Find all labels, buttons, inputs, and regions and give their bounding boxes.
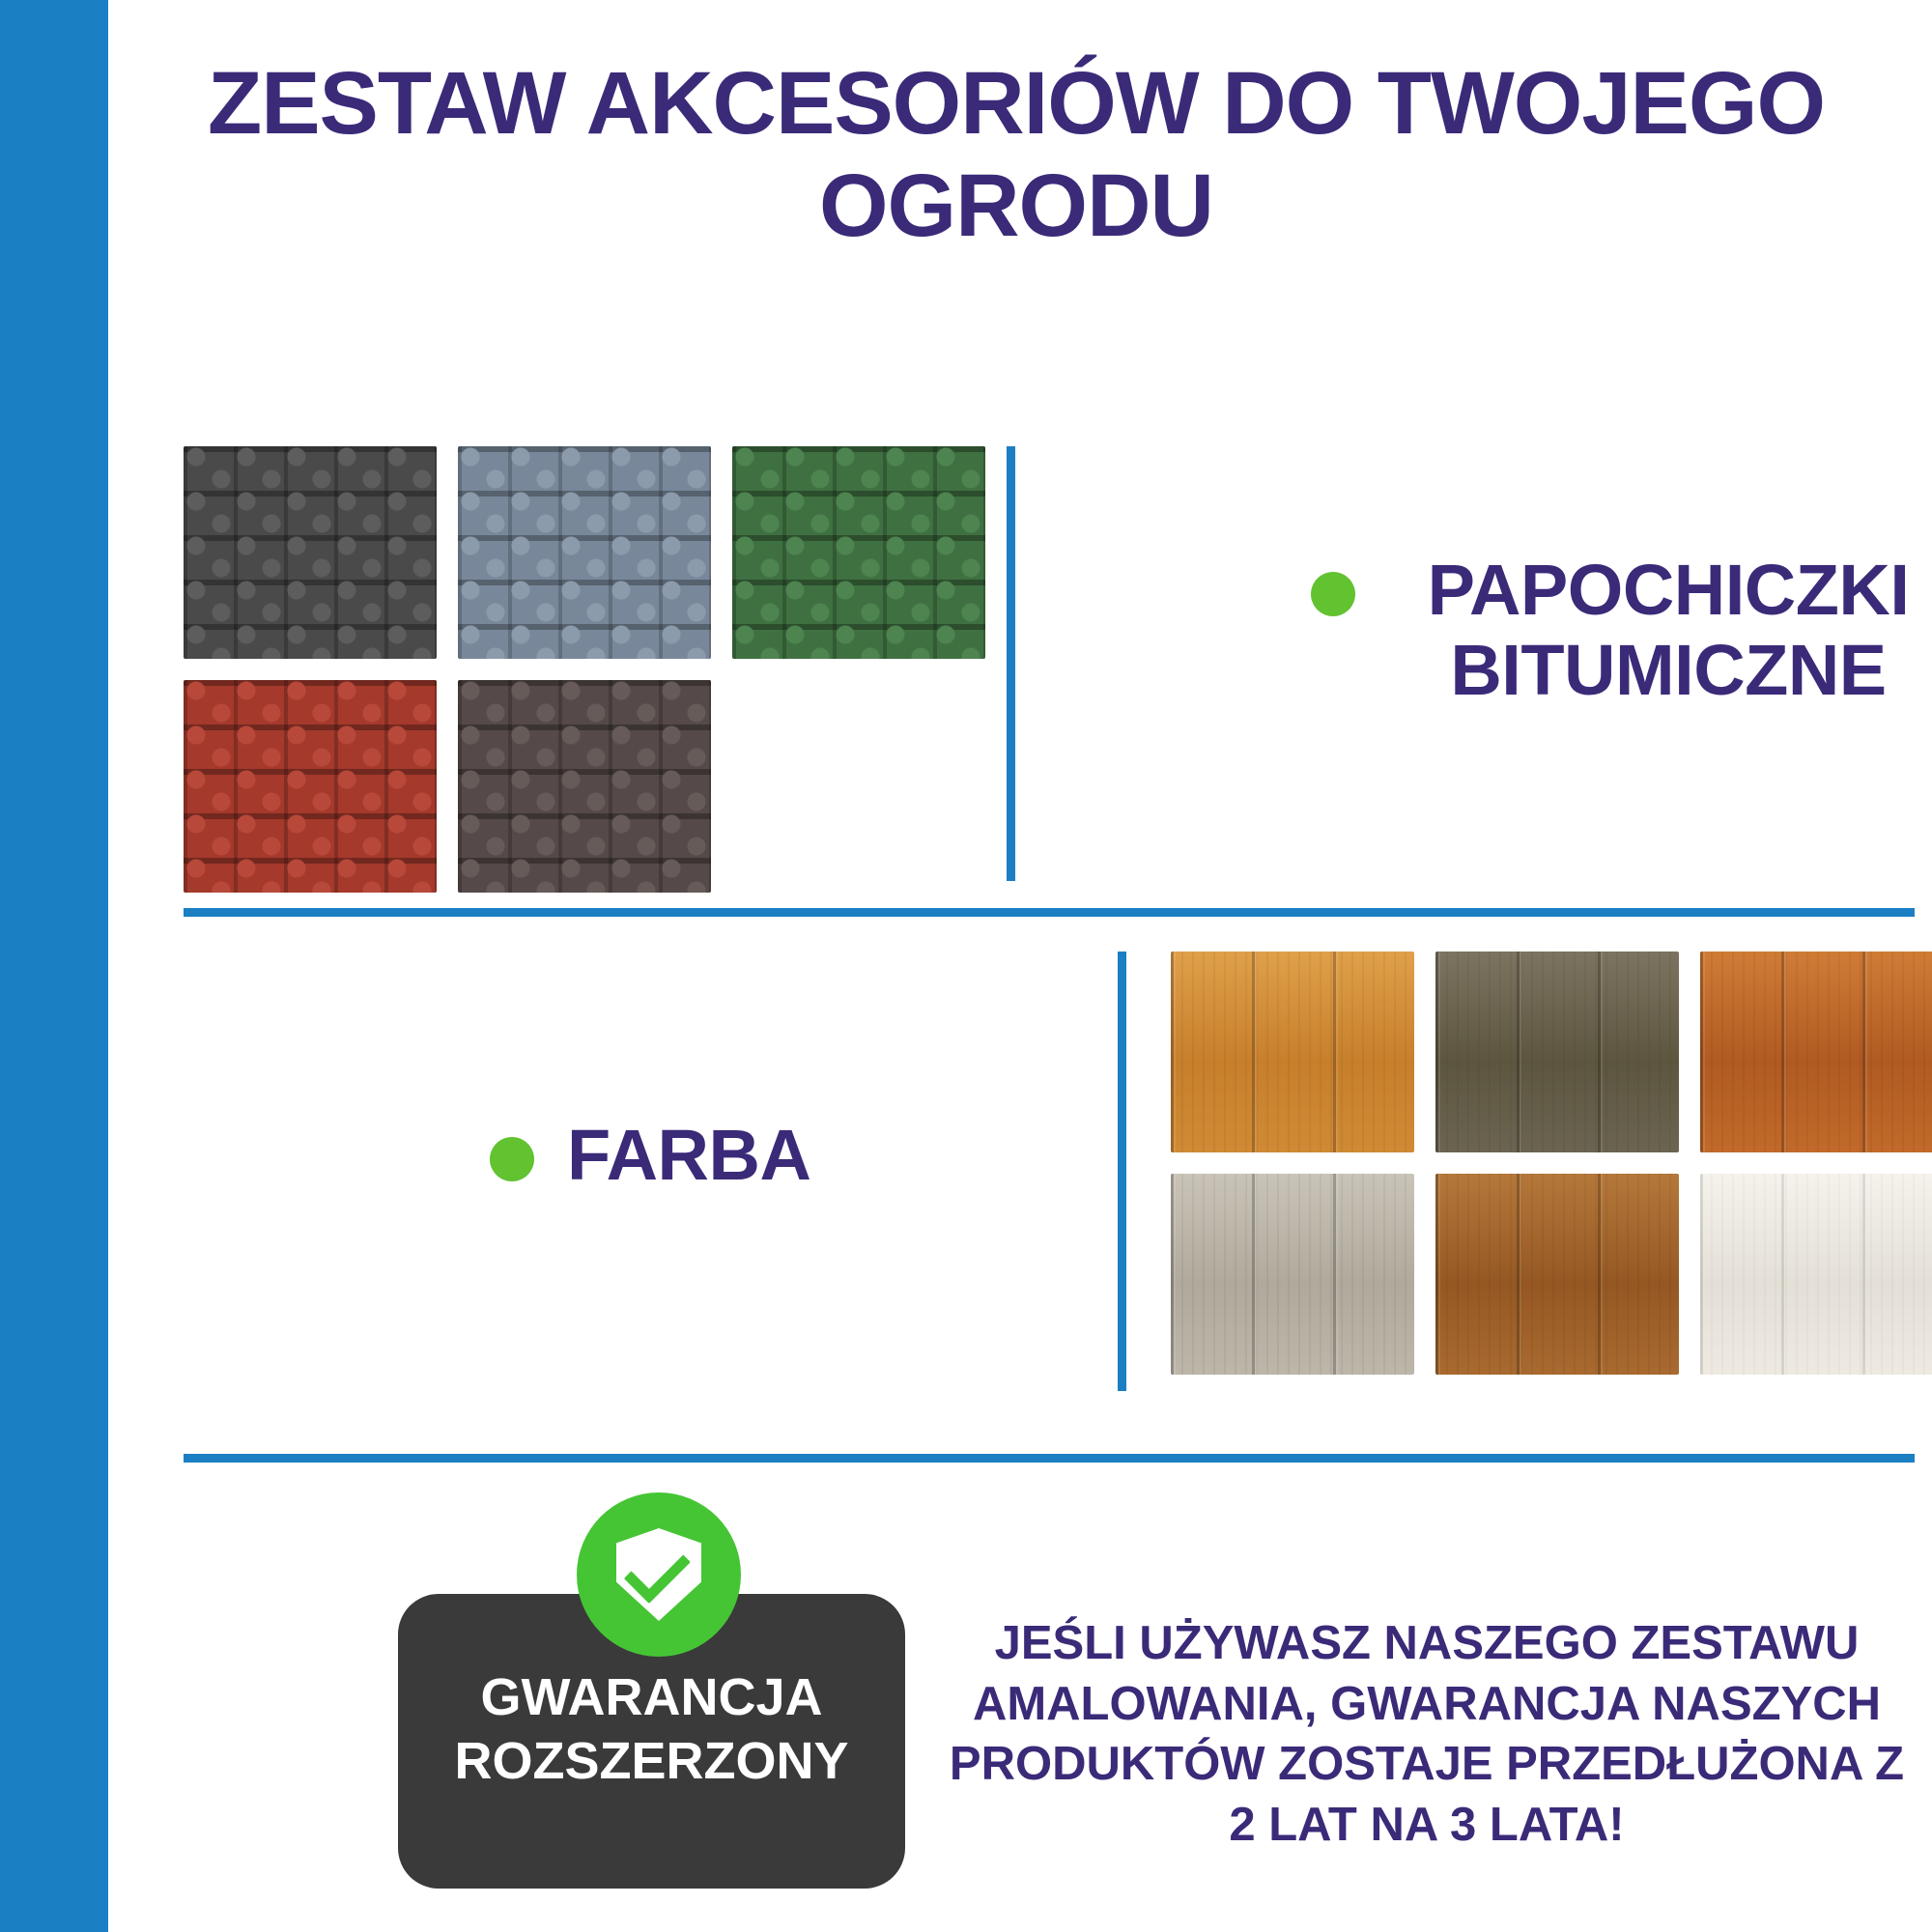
wood-plank-lines xyxy=(1700,1174,1932,1375)
wood-swatch-walnut xyxy=(1435,1174,1679,1375)
paint-label: FARBA xyxy=(567,1115,811,1195)
guarantee-badge-text xyxy=(398,1666,905,1794)
guarantee-badge-line-2: ROZSZERZONY xyxy=(454,1731,849,1790)
shingles-label-row xyxy=(1311,551,1932,711)
wood-plank-lines xyxy=(1171,1174,1414,1375)
wood-swatch-white-wash xyxy=(1700,1174,1932,1375)
shingle-swatch-green xyxy=(732,446,985,659)
divider-horizontal-bottom xyxy=(184,1454,1915,1463)
shingle-swatch-graphite xyxy=(184,446,437,659)
wood-swatch-honey-pine xyxy=(1171,952,1414,1152)
content-area xyxy=(108,0,1932,1932)
wood-swatch-teak xyxy=(1700,952,1932,1152)
bullet-icon-shingles xyxy=(1311,572,1355,616)
wood-plank-lines xyxy=(1700,952,1932,1152)
paint-swatch-grid xyxy=(1171,952,1932,1375)
wood-swatch-olive-grey xyxy=(1435,952,1679,1152)
shingles-label: PAPOCHICZKI BITUMICZNE xyxy=(1427,550,1910,710)
shield-shape xyxy=(616,1528,701,1621)
paint-label-row xyxy=(490,1116,810,1196)
wood-plank-lines xyxy=(1435,1174,1679,1375)
shield-check-icon xyxy=(577,1492,741,1657)
shingle-swatch-grid xyxy=(184,446,985,893)
wood-plank-lines xyxy=(1435,952,1679,1152)
left-accent-band xyxy=(0,0,108,1932)
guarantee-note: JEŚLI UŻYWASZ NASZEGO ZESTAWU AMALOWANIA, GWARANCJA NASZYCH PRODUKTÓW ZOSTAJE PRZEDŁUŻONA Z 2 LAT NA 3 LATA! xyxy=(949,1617,1905,1852)
guarantee-badge-line-1: GWARANCJA xyxy=(480,1668,823,1726)
bullet-icon-paint xyxy=(490,1137,534,1181)
divider-vertical-paint xyxy=(1118,952,1126,1391)
shingle-swatch-grey-blue xyxy=(458,446,711,659)
shingle-swatch-brown xyxy=(458,680,711,893)
page-title: ZESTAW AKCESORIÓW DO TWOJEGO OGRODU xyxy=(208,54,1825,255)
guarantee-badge xyxy=(277,1492,849,1898)
divider-horizontal-top xyxy=(184,908,1915,917)
wood-plank-lines xyxy=(1171,952,1414,1152)
shingle-swatch-red xyxy=(184,680,437,893)
check-mark xyxy=(623,1536,690,1603)
divider-vertical-shingles xyxy=(1007,446,1015,881)
wood-swatch-grey-wash xyxy=(1171,1174,1414,1375)
